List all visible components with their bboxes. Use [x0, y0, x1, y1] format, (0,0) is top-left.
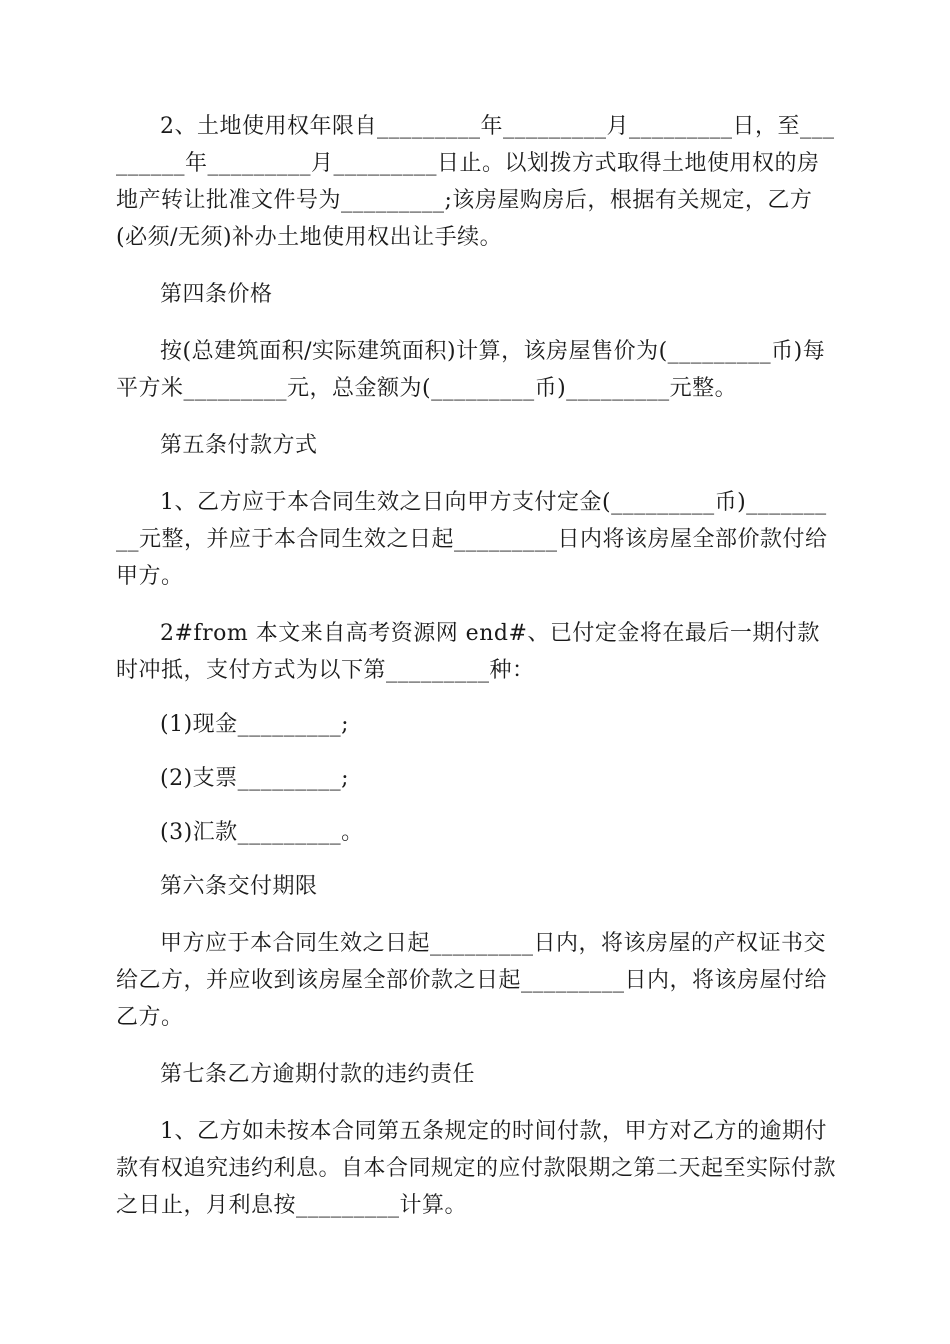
payment-option-check: (2)支票_________; — [160, 766, 350, 791]
article-7-heading: 第七条乙方逾期付款的违约责任 — [160, 1062, 476, 1087]
article-4-heading: 第四条价格 — [160, 282, 273, 307]
delivery-clause: 甲方应于本合同生效之日起_________日内，将该房屋的产权证书交给乙方，并应收到该房屋全部价款之日起_________日内，将该房屋付给乙方。 — [116, 931, 828, 1030]
document-page — [116, 108, 836, 1224]
payment-method-clause: 2#from 本文来自高考资源网 end#、已付定金将在最后一期付款时冲抵，支付方式为以下第_________种： — [116, 621, 820, 683]
price-clause: 按(总建筑面积/实际建筑面积)计算，该房屋售价为(_________币)每平方米_________元，总金额为(_________币)_________元整。 — [116, 339, 826, 401]
land-use-term-clause: 2、土地使用权年限自_________年_________月_________日，至_________年_________月_________日止。以划拨方式取得土地使用权的房地产转让批准文件号为_________;该房屋购房后，根据有关规定，乙方(必须/无须)补办土地使用权出让手续。 — [116, 114, 835, 250]
payment-option-cash: (1)现金_________; — [160, 712, 350, 737]
article-6-heading: 第六条交付期限 — [160, 874, 318, 899]
deposit-clause: 1、乙方应于本合同生效之日向甲方支付定金(_________币)_________元整，并应于本合同生效之日起_________日内将该房屋全部价款付给甲方。 — [116, 490, 828, 589]
article-5-heading: 第五条付款方式 — [160, 433, 318, 458]
payment-option-transfer: (3)汇款_________。 — [160, 820, 364, 845]
late-payment-clause: 1、乙方如未按本合同第五条规定的时间付款，甲方对乙方的逾期付款有权追究违约利息。自本合同规定的应付款限期之第二天起至实际付款之日止，月利息按_________计算。 — [116, 1119, 837, 1218]
